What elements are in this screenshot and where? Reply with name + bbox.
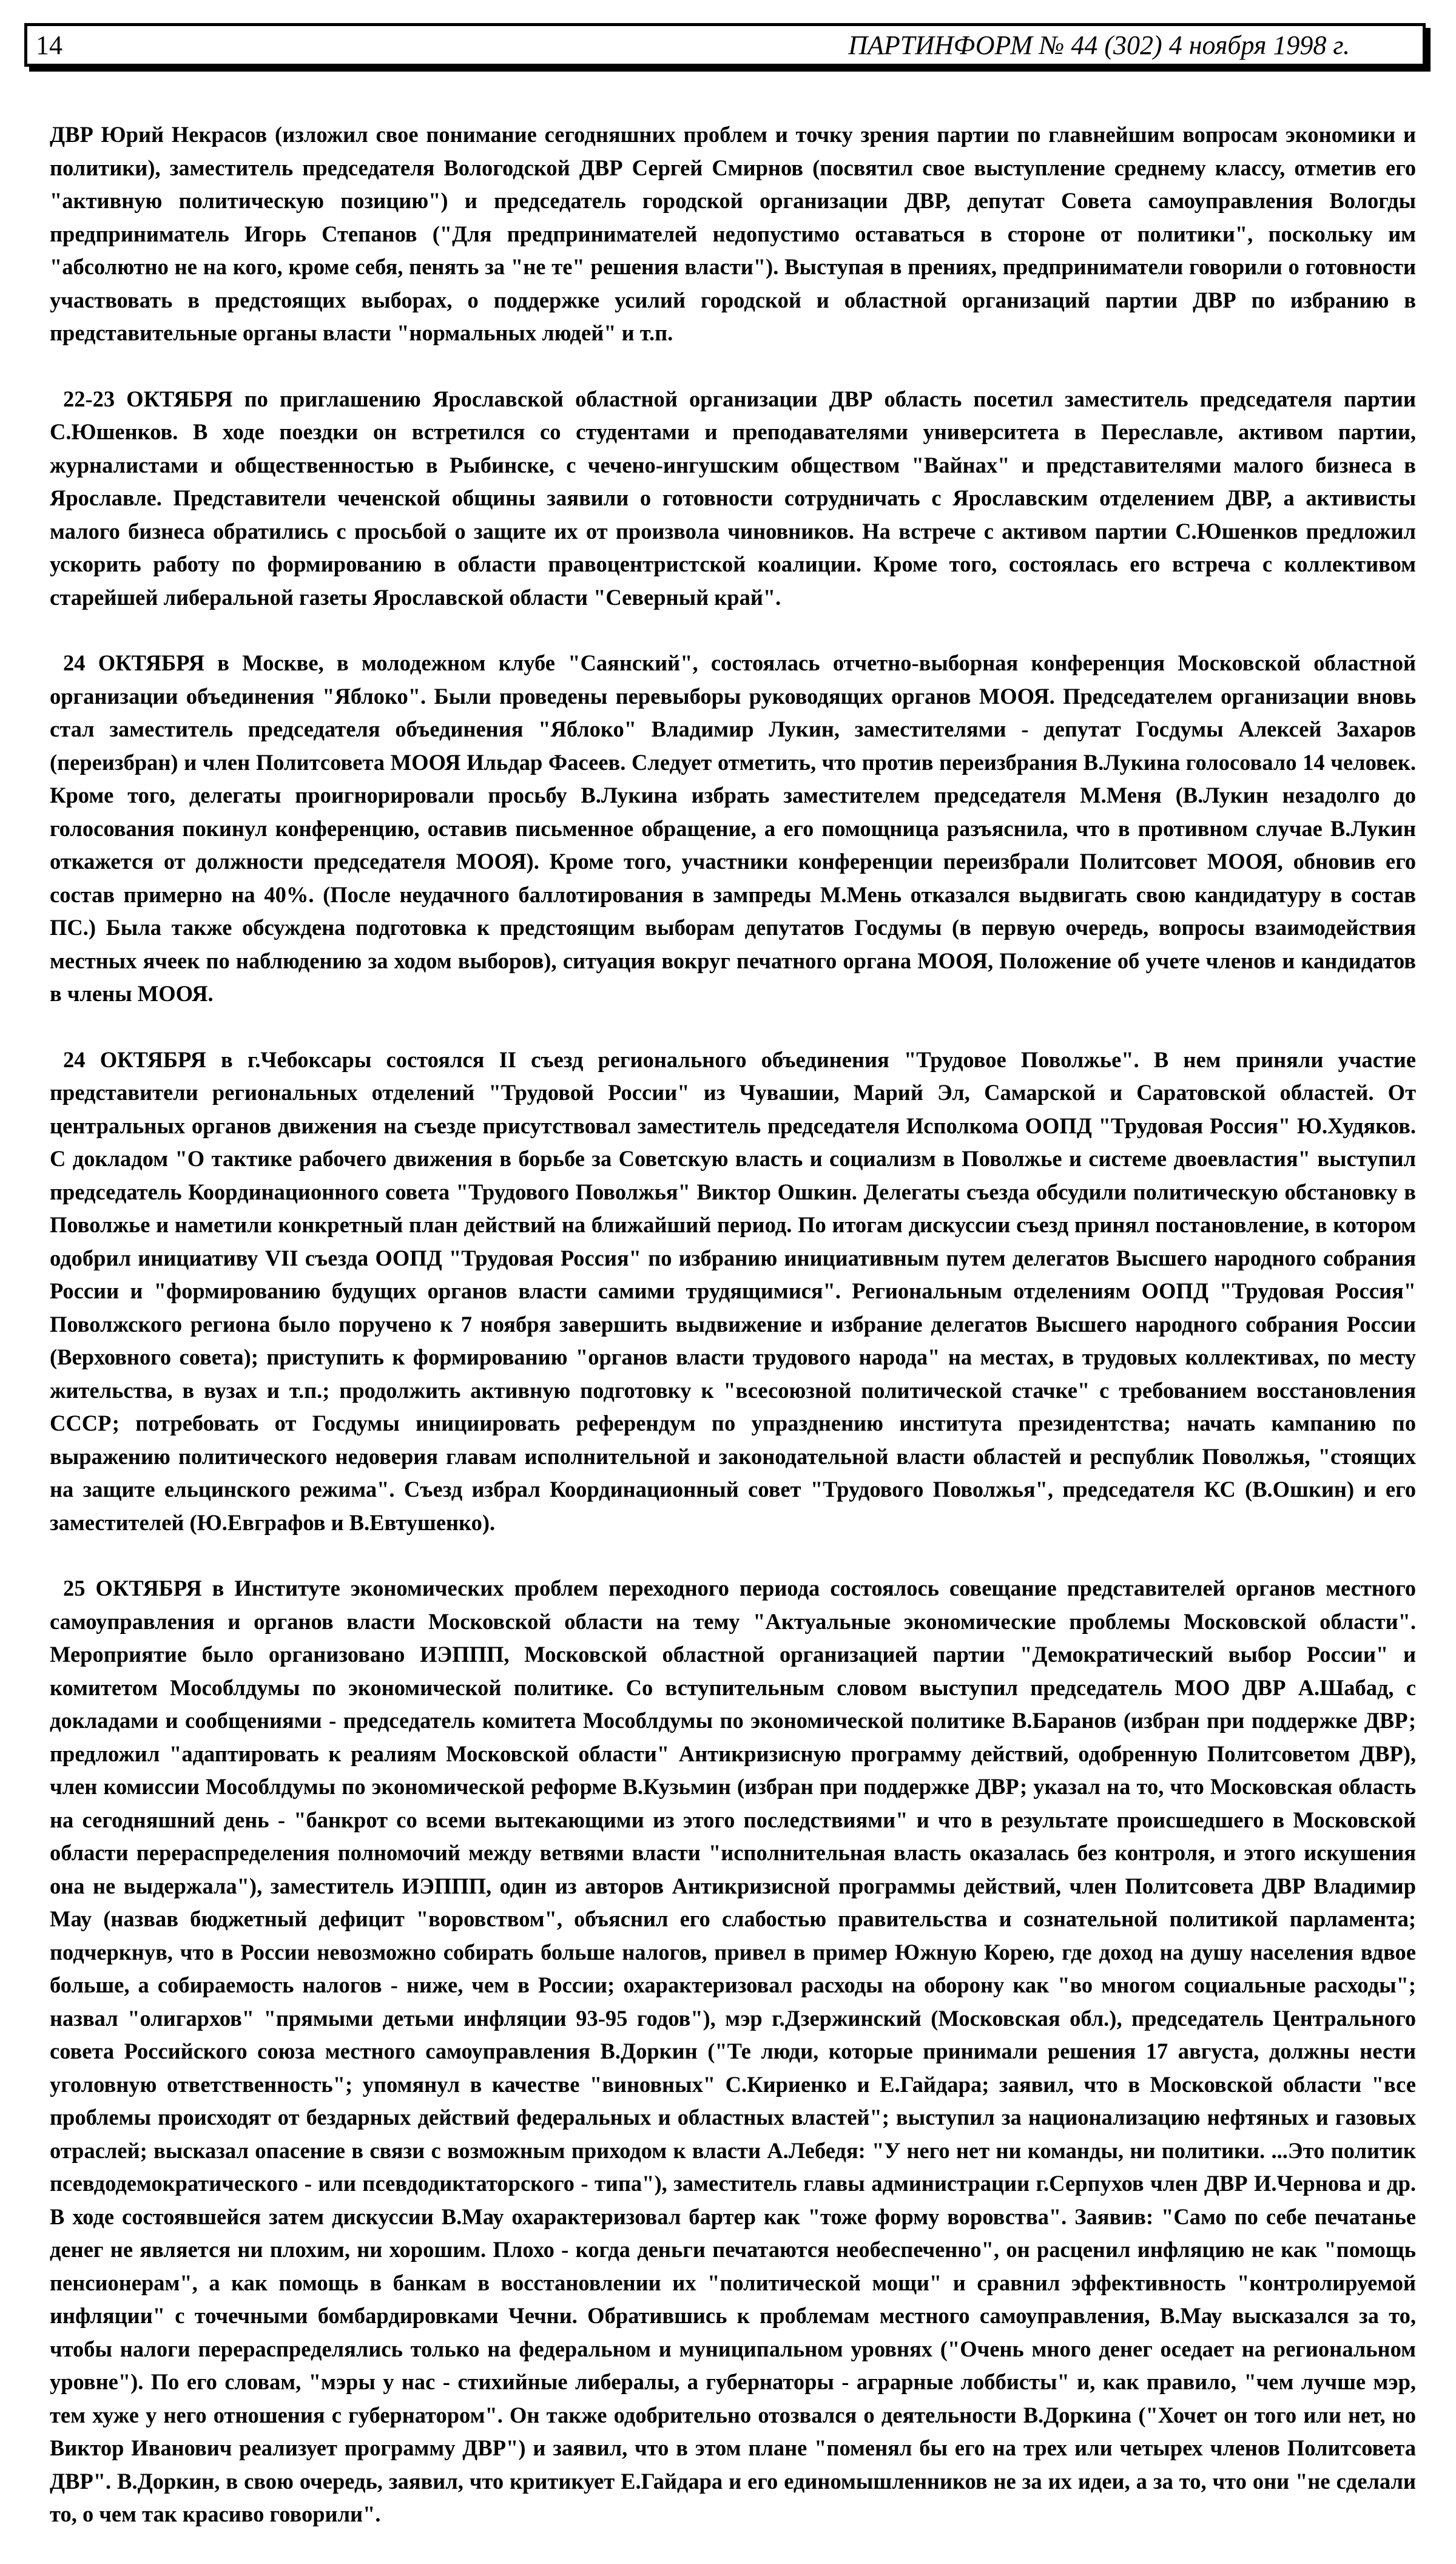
article-body	[50, 118, 1416, 2564]
paragraph-oct-22-23: 22-23 ОКТЯБРЯ по приглашению Ярославской областной организации ДВР область посетил заместитель председателя партии С.Юшенков. В ходе поездки он встретился со студентами и преподавателями университета в Переславле, активом партии, журналистами и общественностью в Рыбинске, с чечено-ингушским обществом "Вайнах" и представителями малого бизнеса в Ярославле. Представители чеченской общины заявили о готовности сотрудничать с Ярославским отделением ДВР, а активисты малого бизнеса обратились с просьбой о защите их от произвола чиновников. На встрече с активом партии С.Юшенков предложил ускорить работу по формированию в области правоцентристской коалиции. Кроме того, состоялась его встреча с коллективом старейшей либеральной газеты Ярославской области "Северный край".	[50, 386, 1416, 610]
issue-title: ПАРТИНФОРМ № 44 (302) 4 ноября 1998 г.	[848, 30, 1350, 60]
paragraph-oct-24-moscow: 24 ОКТЯБРЯ в Москве, в молодежном клубе "Саянский", состоялась отчетно-выборная конференция Московской областной организации объединения "Яблоко". Были проведены перевыборы руководящих органов МООЯ. Председателем организации вновь стал заместитель председателя объединения "Яблоко" Владимир Лукин, заместителями - депутат Госдумы Алексей Захаров (переизбран) и член Политсовета МООЯ Ильдар Фасеев. Следует отметить, что против переизбрания В.Лукина голосовало 14 человек. Кроме того, делегаты проигнорировали просьбу В.Лукина избрать заместителем председателя М.Меня (В.Лукин незадолго до голосования покинул конференцию, оставив письменное обращение, а его помощница разъяснила, что в противном случае В.Лукин откажется от должности председателя МООЯ). Кроме того, участники конференции переизбрали Политсовет МООЯ, обновив его состав примерно на 40%. (После неудачного баллотирования в зампреды М.Мень отказался выдвигать свою кандидатуру в состав ПС.) Была также обсуждена подготовка к предстоящим выборам депутатов Госдумы (в первую очередь, вопросы взаимодействия местных ячеек по наблюдению за ходом выборов), ситуация вокруг печатного органа МООЯ, Положение об учете членов и кандидатов в члены МООЯ.	[50, 650, 1416, 1006]
paragraph-oct-24-cheboksary: 24 ОКТЯБРЯ в г.Чебоксары состоялся II съезд регионального объединения "Трудовое Поволжье". В нем приняли участие представители региональных отделений "Трудовой России" из Чувашии, Марий Эл, Самарской и Саратовской областей. От центральных органов движения на съезде присутствовал заместитель председателя Исполкома ООПД "Трудовая Россия" Ю.Худяков. С докладом "О тактике рабочего движения в борьбе за Советскую власть и социализм в Поволжье и системе двоевластия" выступил председатель Координационного совета "Трудового Поволжья" Виктор Ошкин. Делегаты съезда обсудили политическую обстановку в Поволжье и наметили конкретный план действий на ближайший период. По итогам дискуссии съезд принял постановление, в котором одобрил инициативу VII съезда ООПД "Трудовая Россия" по избранию инициативным путем делегатов Высшего народного собрания России и "формированию будущих органов власти самими трудящимися". Региональным отделениям ООПД "Трудовая Россия" Поволжского региона было поручено к 7 ноября завершить выдвижение и избрание делегатов Высшего народного собрания России (Верховного совета); приступить к формированию "органов власти трудового народа" на местах, в трудовых коллективах, по месту жительства, в вузах и т.п.; продолжить активную подготовку к "всесоюзной политической стачке" с требованием восстановления СССР; потребовать от Госдумы инициировать референдум по упразднению института президентства; начать кампанию по выражению политического недоверия главам исполнительной и законодательной власти областей и республик Поволжья, "стоящих на защите ельцинского режима". Съезд избрал Координационный совет "Трудового Поволжья", председателя КС (В.Ошкин) и его заместителей (Ю.Евграфов и В.Евтушенко).	[50, 1047, 1416, 1535]
paragraph-nekrasov: ДВР Юрий Некрасов (изложил свое понимание сегодняшних проблем и точку зрения партии по главнейшим вопросам экономики и политики), заместитель председателя Вологодской ДВР Сергей Смирнов (посвятил свое выступление среднему классу, отметив его "активную политическую позицию") и председатель городской организации ДВР, депутат Совета самоуправления Вологды предприниматель Игорь Степанов ("Для предпринимателей недопустимо оставаться в стороне от политики", поскольку им "абсолютно не на кого, кроме себя, пенять за "не те" решения власти"). Выступая в прениях, предприниматели говорили о готовности участвовать в предстоящих выборах, о поддержке усилий городской и областной организаций партии ДВР по избранию в представительные органы власти "нормальных людей" и т.п.	[50, 122, 1416, 345]
paragraph-oct-25: 25 ОКТЯБРЯ в Институте экономических проблем переходного периода состоялось совещание представителей органов местного самоуправления и органов власти Московской области на тему "Актуальные экономические проблемы Московской области". Мероприятие было организовано ИЭППП, Московской областной организацией партии "Демократический выбор России" и комитетом Мособлдумы по экономической политике. Со вступительным словом выступил председатель МОО ДВР А.Шабад, с докладами и сообщениями - председатель комитета Мособлдумы по экономической политике В.Баранов (избран при поддержке ДВР; предложил "адаптировать к реалиям Московской области" Антикризисную программу действий, одобренную Политсоветом ДВР), член комиссии Мособлдумы по экономической реформе В.Кузьмин (избран при поддержке ДВР; указал на то, что Московская область на сегодняшний день - "банкрот со всеми вытекающими из этого последствиями" и что в результате происшедшего в Московской области перераспределения полномочий между ветвями власти "исполнительная власть оказалась без контроля, и этого искушения она не выдержала"), заместитель ИЭППП, один из авторов Антикризисной программы действий, член Политсовета ДВР Владимир Мау (назвав бюджетный дефицит "воровством", объяснил его слабостью правительства и сознательной политикой парламента; подчеркнув, что в России невозможно собирать больше налогов, привел в пример Южную Корею, где доход на душу населения вдвое больше, а собираемость налогов - ниже, чем в России; охарактеризовал расходы на оборону как "во многом социальные расходы"; назвал "олигархов" "прямыми детьми инфляции 93-95 годов"), мэр г.Дзержинский (Московская обл.), председатель Центрального совета Российского союза местного самоуправления В.Доркин ("Те люди, которые принимали решения 17 августа, должны нести уголовную ответственность"; упомянул в качестве "виновных" С.Кириенко и Е.Гайдара; заявил, что в Московской области "все проблемы происходят от бездарных действий федеральных и областных властей"; выступил за национализацию нефтяных и газовых отраслей; высказал опасение в связи с возможным приходом к власти А.Лебедя: "У него нет ни команды, ни политики. ...Это политик псевдодемократического - или псевдодиктаторского - типа"), заместитель главы администрации г.Серпухов член ДВР И.Чернова и др. В ходе состоявшейся затем дискуссии В.Мау охарактеризовал бартер как "тоже форму воровства". Заявив: "Само по себе печатанье денег не является ни плохим, ни хорошим. Плохо - когда деньги печатаются необеспеченно", он расценил инфляцию не как "помощь пенсионерам", а как помощь в банкам в восстановлении их "политической мощи" и сравнил эффективность "контролируемой инфляции" с точечными бомбардировками Чечни. Обратившись к проблемам местного самоуправления, В.Мау высказался за то, чтобы налоги перераспределялись только на федеральном и муниципальном уровнях ("Очень много денег оседает на региональном уровне"). По его словам, "мэры у нас - стихийные либералы, а губернаторы - аграрные лоббисты" и, как правило, "чем лучше мэр, тем хуже у него отношения с губернатором". Он также одобрительно отозвался о деятельности В.Доркина ("Хочет он того или нет, но Виктор Иванович реализует программу ДВР") и заявил, что в этом плане "поменял бы его на трех или четырех членов Политсовета ДВР". В.Доркин, в свою очередь, заявил, что критикует Е.Гайдара и его единомышленников не за их идеи, а за то, что они "не сделали то, о чем так красиво говорили".	[50, 1576, 1416, 2526]
page-header	[24, 23, 1426, 67]
page-number: 14	[36, 30, 62, 60]
